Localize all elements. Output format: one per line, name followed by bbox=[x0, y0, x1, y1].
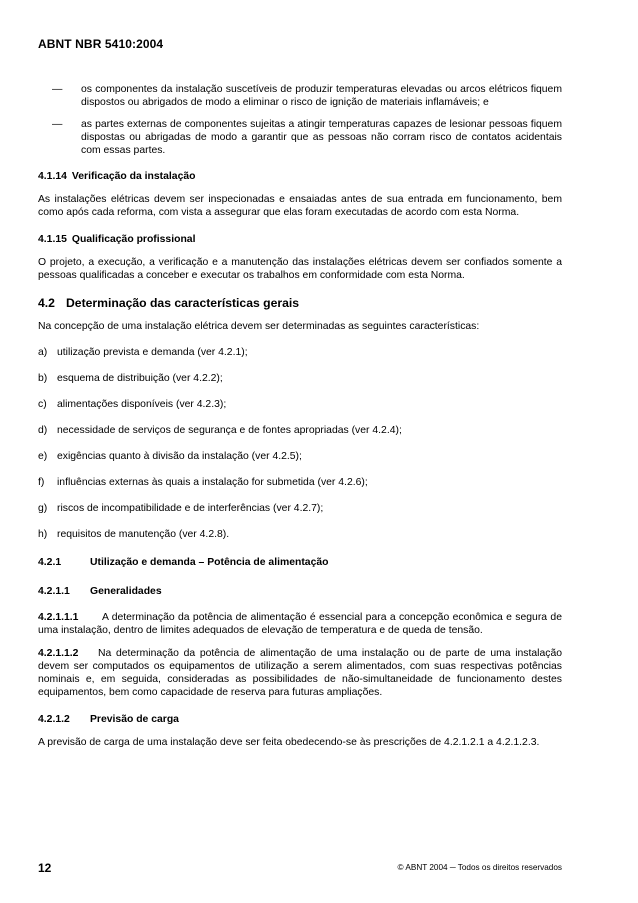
characteristics-list bbox=[38, 346, 562, 541]
heading-4-2-1-1 bbox=[38, 585, 562, 598]
dash-item-1 bbox=[38, 83, 562, 109]
list-marker: d) bbox=[38, 425, 48, 436]
paragraph-4-1-14: As instalações elétricas devem ser inspecionadas e ensaiadas antes de sua entrada em funcionamento, bem como após cada reforma, com vista a assegurar que elas foram executadas de acordo com esta Norma. bbox=[38, 194, 562, 218]
list-item-text: esquema de distribuição (ver 4.2.2); bbox=[57, 373, 223, 384]
list-marker: c) bbox=[38, 399, 47, 410]
list-marker: b) bbox=[38, 373, 48, 384]
section-number: 4.1.15 bbox=[38, 234, 67, 245]
section-title: Utilização e demanda – Potência de alimentação bbox=[90, 557, 329, 568]
heading-4-2 bbox=[38, 296, 562, 311]
list-item-text: necessidade de serviços de segurança e de fontes apropriadas (ver 4.2.4); bbox=[57, 425, 402, 436]
heading-4-1-15 bbox=[38, 233, 562, 246]
list-marker: a) bbox=[38, 347, 48, 358]
paragraph-4-2-1-1-2 bbox=[38, 647, 562, 699]
dash-item-text: as partes externas de componentes sujeitas a atingir temperaturas capazes de lesionar pessoas fiquem dispostas ou abrigadas de modo a garantir que as pessoas não corram risco de contatos acidentais com essas partes. bbox=[81, 119, 562, 156]
paragraph-4-2-1-2: A previsão de carga de uma instalação deve ser feita obedecendo-se às prescrições de 4.2.1.2.1 a 4.2.1.2.3. bbox=[38, 737, 540, 748]
section-title: Verificação da instalação bbox=[71, 171, 196, 182]
heading-4-1-14 bbox=[38, 170, 562, 183]
list-item-text: riscos de incompatibilidade e de interferências (ver 4.2.7); bbox=[57, 503, 324, 514]
page-content bbox=[38, 70, 562, 749]
section-number: 4.2.1.1.2 bbox=[38, 648, 79, 659]
section-title: Generalidades bbox=[90, 586, 162, 597]
dash-item-text: os componentes da instalação suscetíveis de produzir temperaturas elevadas ou arcos elétricos fiquem dispostos ou abrigados de modo a eliminar o risco de ignição de materiais inflamáveis; e bbox=[81, 84, 562, 108]
dash-item-2 bbox=[38, 118, 562, 157]
list-item-text: exigências quanto à divisão da instalação (ver 4.2.5); bbox=[57, 451, 302, 462]
list-marker: g) bbox=[38, 503, 48, 514]
list-item-text: requisitos de manutenção (ver 4.2.8). bbox=[57, 529, 230, 540]
dash-marker: — bbox=[52, 119, 63, 130]
list-item-text: utilização prevista e demanda (ver 4.2.1); bbox=[57, 347, 248, 358]
list-item bbox=[38, 528, 562, 541]
paragraph-text: A determinação da potência de alimentação é essencial para a concepção econômica e segura de uma instalação, dentro de limites adequados de elevação de temperatura e de queda de tensão. bbox=[38, 612, 562, 636]
list-item bbox=[38, 502, 562, 515]
dash-marker: — bbox=[52, 84, 63, 95]
list-item bbox=[38, 476, 562, 489]
list-item bbox=[38, 372, 562, 385]
section-title: Determinação das características gerais bbox=[66, 296, 300, 310]
paragraph-4-2-intro: Na concepção de uma instalação elétrica devem ser determinadas as seguintes características: bbox=[38, 321, 480, 332]
list-item-text: alimentações disponíveis (ver 4.2.3); bbox=[57, 399, 227, 410]
copyright-notice: © ABNT 2004 ─ Todos os direitos reservados bbox=[397, 863, 562, 872]
list-item bbox=[38, 450, 562, 463]
section-number: 4.1.14 bbox=[38, 171, 67, 182]
section-title: Previsão de carga bbox=[90, 714, 179, 725]
standard-header: ABNT NBR 5410:2004 bbox=[38, 37, 164, 51]
section-number: 4.2 bbox=[38, 296, 55, 310]
list-marker: h) bbox=[38, 529, 48, 540]
section-number: 4.2.1.1.1 bbox=[38, 612, 79, 623]
list-marker: f) bbox=[38, 477, 45, 488]
list-marker: e) bbox=[38, 451, 48, 462]
paragraph-text: Na determinação da potência de alimentação de uma instalação ou de parte de uma instalação devem ser computados os equipamentos de utilização a serem alimentados, com suas respectivas potências nominais e, em seguida, consideradas as possibilidades de não-simultaneidade de funcionamento destes equipamentos, bem como capacidade de reserva para futuras ampliações. bbox=[38, 648, 562, 698]
paragraph-4-1-15: O projeto, a execução, a verificação e a manutenção das instalações elétricas devem ser confiados somente a pessoas qualificadas a conceber e executar os trabalhos em conformidade com esta Norma. bbox=[38, 257, 562, 281]
list-item-text: influências externas às quais a instalação for submetida (ver 4.2.6); bbox=[57, 477, 368, 488]
section-number: 4.2.1.1 bbox=[38, 586, 70, 597]
list-item bbox=[38, 346, 562, 359]
section-number: 4.2.1.2 bbox=[38, 714, 70, 725]
list-item bbox=[38, 398, 562, 411]
heading-4-2-1 bbox=[38, 556, 562, 569]
section-title: Qualificação profissional bbox=[71, 234, 196, 245]
paragraph-4-2-1-1-1 bbox=[38, 611, 562, 637]
list-item bbox=[38, 424, 562, 437]
heading-4-2-1-2 bbox=[38, 713, 562, 726]
page-number: 12 bbox=[38, 861, 52, 875]
section-number: 4.2.1 bbox=[38, 557, 62, 568]
